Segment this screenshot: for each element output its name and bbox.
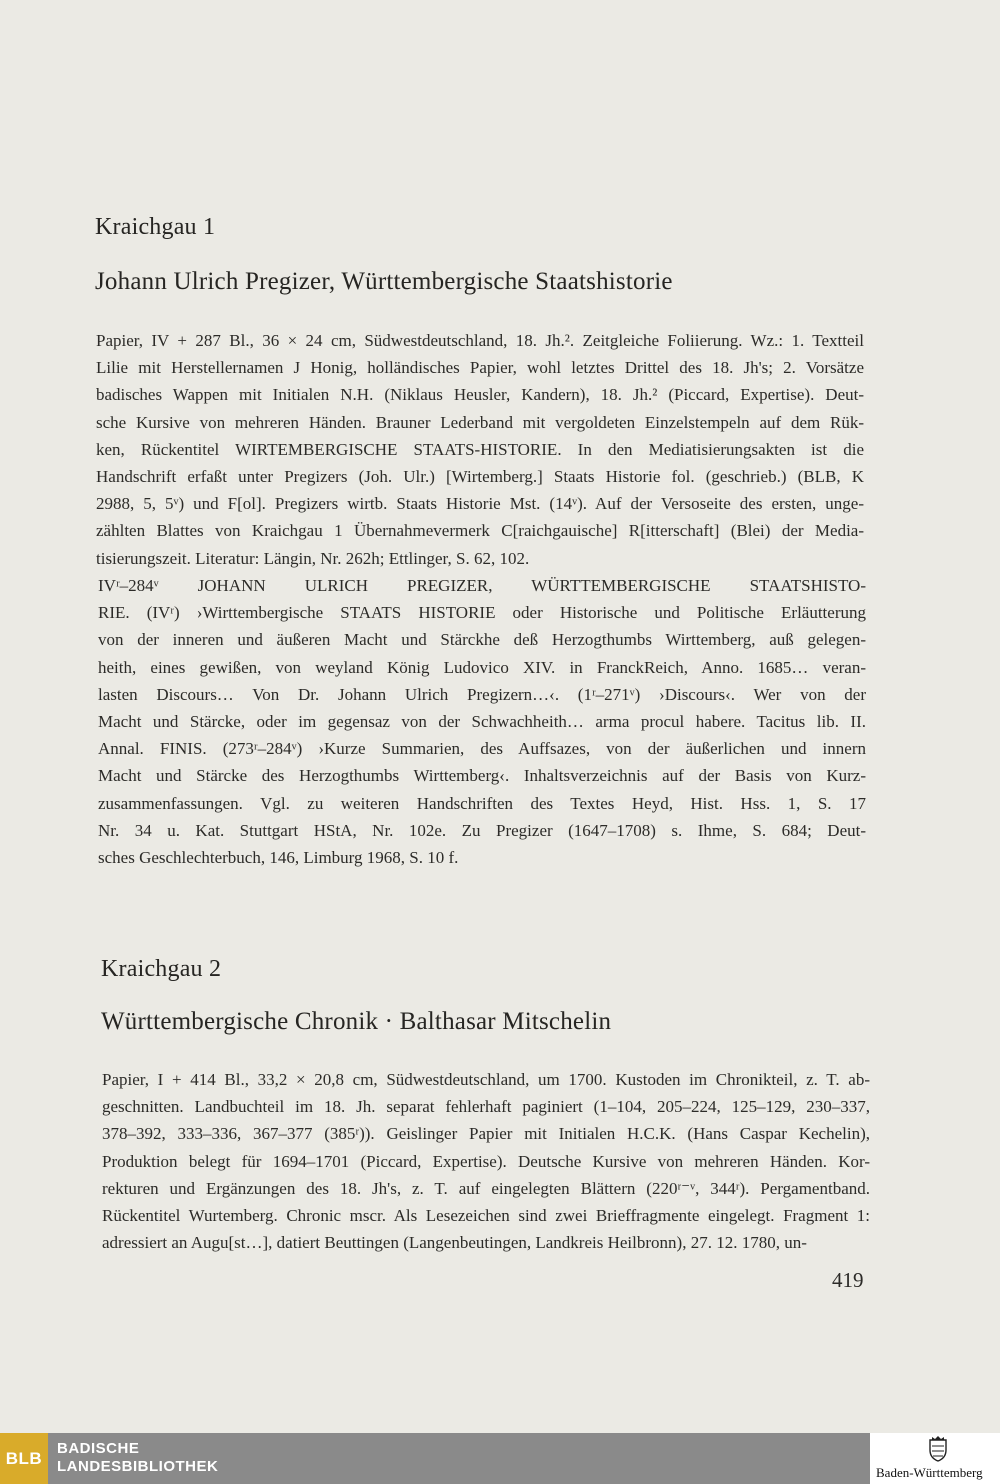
entry-2-description-line: 378–392, 333–336, 367–377 (385ʳ)). Geislinger Papier mit Initialen H.C.K. (Hans Caspar Kechelin), (102, 1124, 870, 1144)
entry-2-description-line: Produktion belegt für 1694–1701 (Piccard, Expertise). Deutsche Kursive von mehreren Händen. Kor- (102, 1151, 870, 1171)
entry-2-description-line: rekturen und Ergänzungen des 18. Jh's, z. T. auf eingelegten Blättern (220ʳ⁻ᵛ, 344ʳ). Pergamentband. (102, 1178, 870, 1198)
institution-line-2: LANDESBIBLIOTHEK (57, 1458, 219, 1475)
institution-name[interactable] (57, 1440, 218, 1476)
entry-1-contents-line: Macht und Stärcke des Herzogthumbs Wirttemberg‹. Inhaltsverzeichnis auf der Basis von Kurz- (98, 766, 866, 786)
library-logo-text: BLB (5, 1448, 43, 1468)
entry-1-contents-line: zusammenfassungen. Vgl. zu weiteren Handschriften des Textes Heyd, Hist. Hss. 1, S. 17 (98, 793, 866, 813)
entry-2-description-line: Papier, I + 414 Bl., 33,2 × 20,8 cm, Südwestdeutschland, um 1700. Kustoden im Chronikteil, z. T. ab- (102, 1070, 870, 1089)
entry-1-description (96, 327, 864, 572)
page-number: 419 (832, 1268, 864, 1292)
coat-of-arms-icon (927, 1436, 949, 1462)
entry-1-description-line: Papier, IV + 287 Bl., 36 × 24 cm, Südwestdeutschland, 18. Jh.². Zeitgleiche Foliierung. Wz.: 1. Textteil (96, 331, 864, 350)
entry-1-title: Johann Ulrich Pregizer, Württembergische Staatshistorie (95, 268, 673, 295)
entry-2-signature: Kraichgau 2 (101, 956, 222, 982)
entry-1-description-line: tisierungszeit. Literatur: Längin, Nr. 262h; Ettlinger, S. 62, 102. (96, 548, 530, 568)
entry-1-description-line: badisches Wappen mit Initialen N.H. (Niklaus Heusler, Kandern), 18. Jh.² (Piccard, Expertise). Deut- (96, 385, 864, 405)
entry-1-contents-line: lasten Discours… Von Dr. Johann Ulrich Pregizern…‹. (1ʳ–271ᵛ) ›Discours‹. Wer von der (98, 684, 866, 704)
entry-1-contents-line: IVʳ–284ᵛ JOHANN ULRICH PREGIZER, WÜRTTEMBERGISCHE STAATSHISTO- (98, 576, 866, 595)
entry-1-description-line: zählten Blattes von Kraichgau 1 Übernahmevermerk C[raichgauische] R[itterschaft] (Blei) der Media- (96, 521, 864, 541)
entry-2-description (102, 1066, 870, 1256)
entry-1-contents-line: Macht und Stärcke, oder im gegensaz von der Schwachheith… arma procul habere. Tacitus lib. II. (98, 712, 866, 732)
entry-1-description-line: ken, Rückentitel WIRTEMBERGISCHE STAATS-HISTORIE. In den Mediatisierungsakten ist die (96, 439, 864, 459)
entry-1-contents-line: Nr. 34 u. Kat. Stuttgart HStA, Nr. 102e. Zu Pregizer (1647–1708) s. Ihme, S. 684; Deut- (98, 820, 866, 840)
entry-1-contents (98, 572, 866, 871)
entry-2-description-line: adressiert an Augu[st…], datiert Beuttingen (Langenbeutingen, Landkreis Heilbronn), 27. 12. 1780, un- (102, 1233, 807, 1253)
entry-2-description-line: Rückentitel Wurtemberg. Chronic mscr. Als Lesezeichen sind zwei Brieffragmente eingelegt. Fragment 1: (102, 1206, 870, 1226)
partner-label: Baden-Württemberg (876, 1465, 983, 1480)
entry-1-description-line: sche Kursive von mehreren Händen. Brauner Lederband mit vergoldeten Einzelstempeln auf dem Rük- (96, 412, 864, 432)
entry-1-contents-line: heith, eines gewißen, von weyland König Ludovico XIV. in FranckReich, Anno. 1685… veran- (98, 657, 866, 677)
entry-1-contents-line: Annal. FINIS. (273ʳ–284ᵛ) ›Kurze Summarien, des Auffsazes, von der äußerlichen und innern (98, 739, 866, 759)
institution-line-1: BADISCHE (57, 1440, 140, 1457)
entry-1-description-line: Lilie mit Herstellernamen J Honig, holländisches Papier, wohl letztes Drittel des 18. Jh's; 2. Vorsätze (96, 358, 864, 378)
entry-2-title: Württembergische Chronik · Balthasar Mitschelin (101, 1008, 612, 1035)
entry-2-description-line: geschnitten. Landbuchteil im 18. Jh. separat fehlerhaft paginiert (1–104, 205–224, 125–129, 230–337, (102, 1097, 870, 1117)
entry-1-contents-line: von der inneren und äußeren Macht und Stärckhe deß Herzogthumbs Wirttemberg, auß gelegen- (98, 630, 866, 650)
entry-1-description-line: 2988, 5, 5ᵛ) und F[ol]. Pregizers wirtb. Staats Historie Mst. (14ᵛ). Auf der Versoseite des ersten, unge- (96, 494, 864, 514)
entry-1-description-line: Handschrift erfaßt unter Pregizers (Joh. Ulr.) [Wirtemberg.] Staats Historie fol. (geschrieb.) (BLB, K (96, 467, 864, 487)
entry-1-contents-line: sches Geschlechterbuch, 146, Limburg 1968, S. 10 f. (98, 848, 459, 868)
entry-1-contents-line: RIE. (IVʳ) ›Wirttembergische STAATS HISTORIE oder Historische und Politische Erläutterung (98, 603, 866, 623)
entry-1-signature: Kraichgau 1 (95, 214, 216, 240)
library-logo[interactable] (0, 1433, 48, 1484)
